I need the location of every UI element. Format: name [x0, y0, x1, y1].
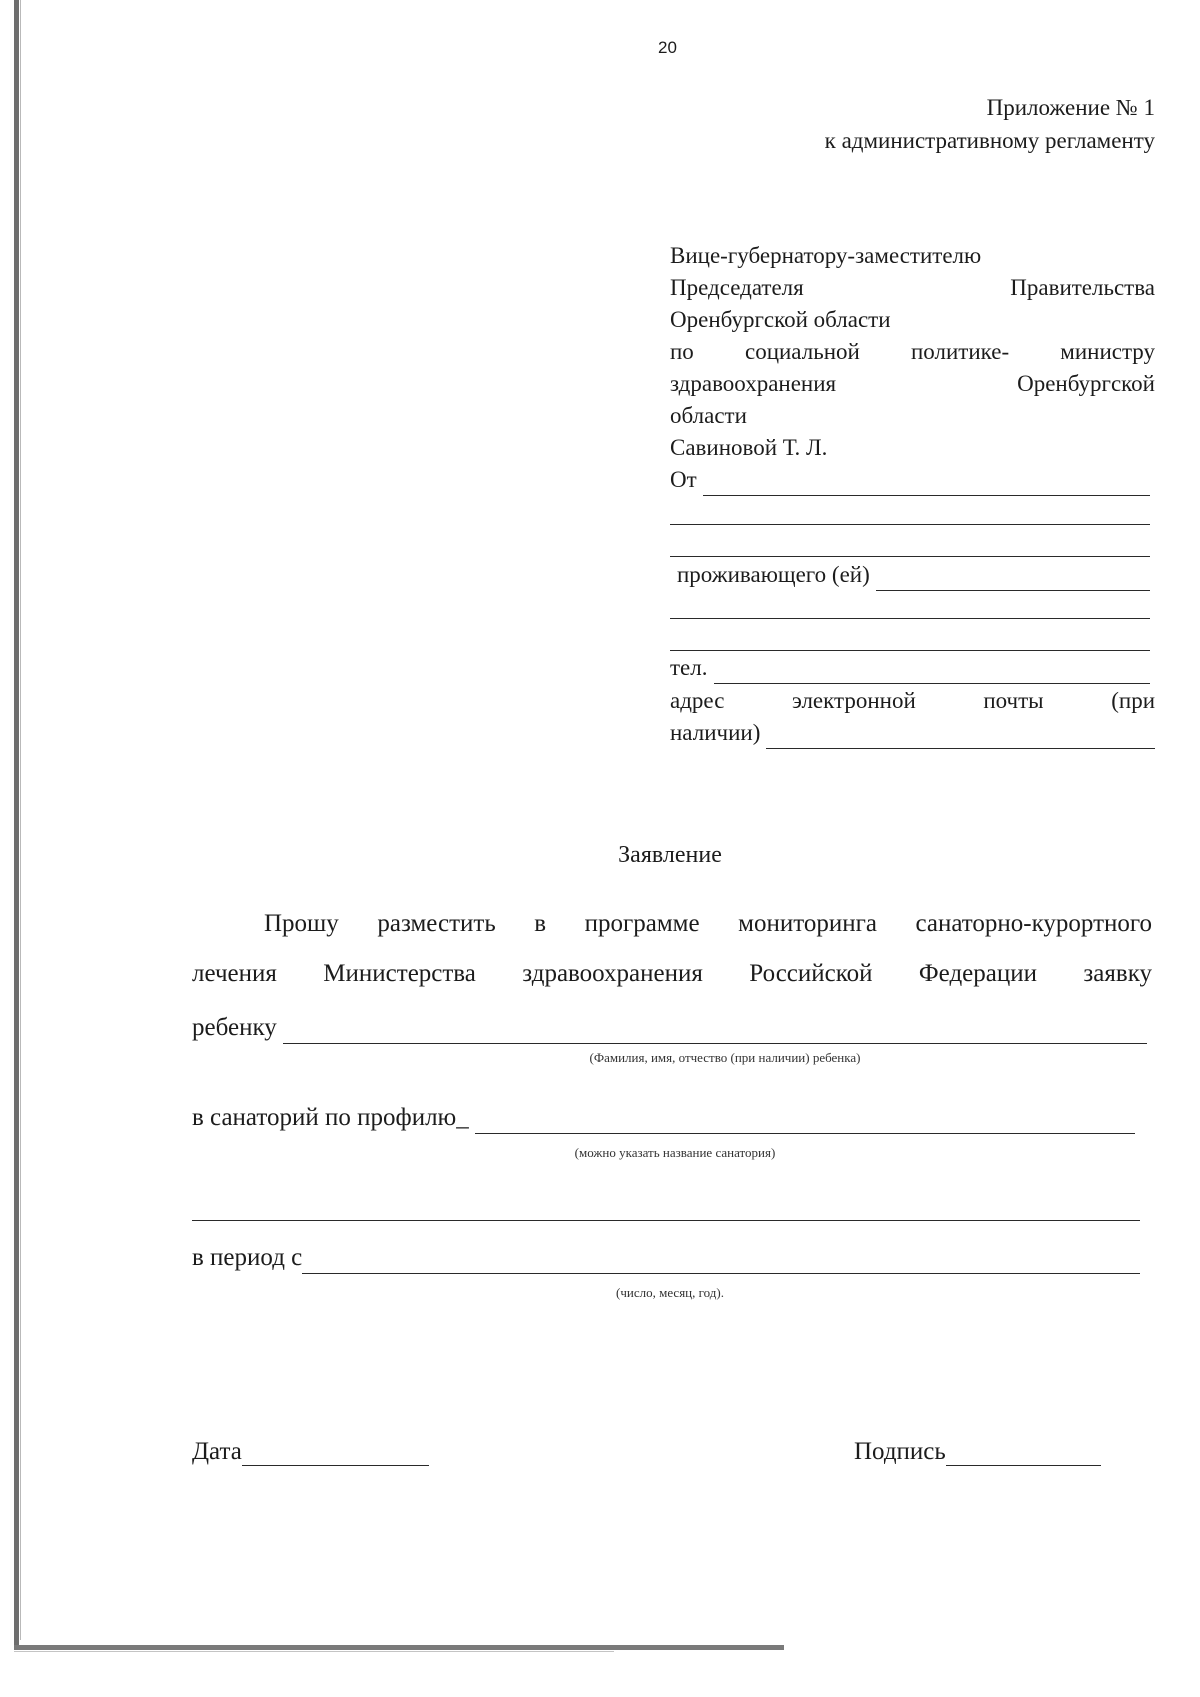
from-line-3[interactable] [670, 556, 1150, 557]
scan-bottom-edge [14, 1645, 784, 1650]
from-field[interactable] [670, 464, 1150, 496]
addressee-line-3: Оренбургской области [670, 307, 891, 332]
statement-line-1: Прошу разместить в программе мониторинга санаторно-курортного [264, 910, 1152, 937]
phone-line[interactable] [714, 659, 1151, 684]
signature-line[interactable] [946, 1439, 1101, 1466]
from-line[interactable] [703, 471, 1150, 496]
period-label: в период с [192, 1244, 303, 1271]
residing-field[interactable] [677, 559, 1150, 591]
statement-line-2: лечения Министерства здравоохранения Российской Федерации заявку [192, 960, 1152, 987]
date-label: Дата [192, 1438, 242, 1465]
child-line[interactable] [283, 1019, 1147, 1044]
from-label: От [670, 467, 697, 492]
addressee-line-6: области [670, 403, 747, 428]
annex-reference: к административному регламенту [824, 128, 1155, 153]
phone-label: тел. [670, 655, 708, 680]
page-number: 20 [658, 38, 677, 57]
addressee-line-1: Вице-губернатору-заместителю [670, 243, 982, 268]
sanatorium-field[interactable] [192, 1098, 1135, 1134]
email-line[interactable] [766, 724, 1155, 749]
residing-label: проживающего (ей) [677, 562, 870, 587]
sanatorium-line-2[interactable] [192, 1220, 1140, 1221]
email-label-2: наличии) [670, 720, 761, 745]
sanatorium-label: в санаторий по профилю_ [192, 1104, 469, 1131]
signature-field[interactable] [854, 1432, 1101, 1466]
addressee-line-4: по социальной политике- министру [670, 339, 1155, 364]
period-caption: (число, месяц, год). [616, 1285, 724, 1300]
phone-field[interactable] [670, 652, 1150, 684]
date-line[interactable] [242, 1439, 429, 1466]
addressee-line-5: здравоохранения Оренбургской [670, 371, 1155, 396]
residing-line[interactable] [876, 566, 1150, 591]
addressee-line-2: Председателя Правительства [670, 275, 1155, 300]
period-field[interactable] [192, 1238, 1140, 1274]
addressee-line-7: Савиновой Т. Л. [670, 435, 828, 460]
email-field[interactable] [670, 717, 1155, 749]
sanatorium-caption: (можно указать название санатория) [574, 1145, 776, 1160]
statement-title: Заявление [618, 842, 722, 868]
child-label: ребенку [192, 1014, 277, 1041]
scan-bottom-edge-shadow [14, 1651, 614, 1652]
residing-line-2[interactable] [670, 618, 1150, 619]
scan-left-edge-shadow [20, 0, 21, 1640]
child-caption: (Фамилия, имя, отчество (при наличии) ребенка) [589, 1050, 861, 1065]
child-field[interactable] [192, 1008, 1147, 1044]
annex-number: Приложение № 1 [986, 95, 1155, 120]
date-field[interactable] [192, 1432, 429, 1466]
email-label: адрес электронной почты (при [670, 688, 1155, 713]
sanatorium-line[interactable] [475, 1109, 1135, 1134]
signature-label: Подпись [854, 1438, 946, 1465]
scan-left-edge [14, 0, 19, 1650]
period-line[interactable] [302, 1249, 1140, 1274]
residing-line-3[interactable] [670, 650, 1150, 651]
from-line-2[interactable] [670, 524, 1150, 525]
